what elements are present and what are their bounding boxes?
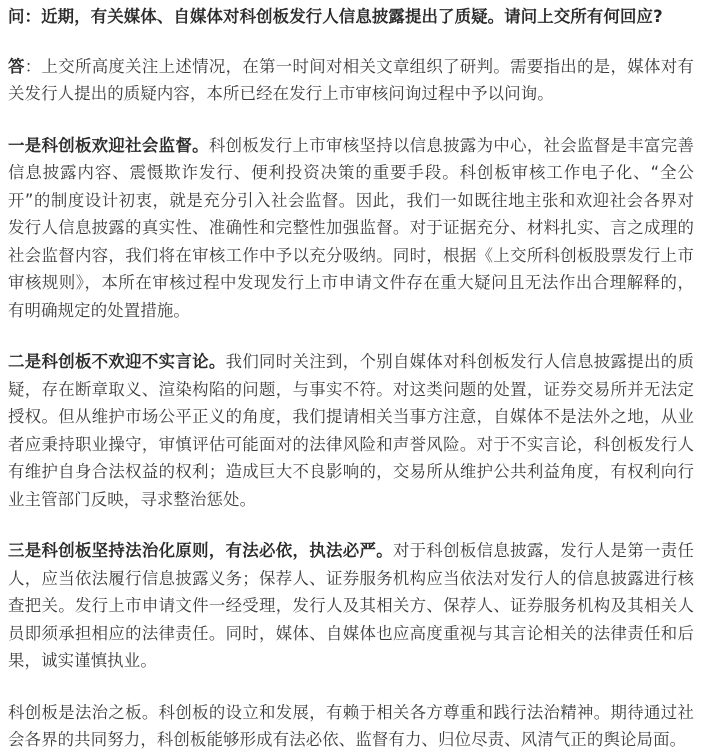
section-text: 对于科创板信息披露，发行人是第一责任人，应当依法履行信息披露义务；保荐人、证券服务机构应当依法对发行人的信息披露进行核查把关。发行上市申请文件一经受理，发行人及其相关方、保荐人、证券服务机构及其相关人员即须承担相应的法律责任。同时，媒体、自媒体也应高度重视与其言论相关的法律责任和后果，诚实谨慎执业。 — [8, 541, 694, 670]
answer-label: 答 — [8, 56, 25, 76]
section-text: 我们同时关注到，个别自媒体对科创板发行人信息披露提出的质疑，存在断章取义、渲染构陷的问题，与事实不符。对这类问题的处置，证券交易所并无法定授权。但从维护市场公平正义的角度，我们提请相关当事方注意，自媒体不是法外之地，从业者应秉持职业操守，审慎评估可能面对的法律风险和声誉风险。对于不实言论，科创板发行人有维护自身合法权益的权利；造成巨大不良影响的，交易所从维护公共利益角度，有权利向行业主管部门反映，寻求整治惩处。 — [8, 352, 694, 509]
section-paragraph — [8, 537, 694, 675]
closing-paragraph: 科创板是法治之板。科创板的设立和发展，有赖于相关各方尊重和践行法治精神。期待通过社会各界的共同努力，科创板能够形成有法必依、监督有力、归位尽责、风清气正的舆论局面。 — [8, 702, 694, 749]
section-heading: 一是科创板欢迎社会监督。 — [8, 135, 209, 155]
section-heading: 三是科创板坚持法治化原则，有法必依，执法必严。 — [8, 541, 393, 560]
section-paragraph — [8, 348, 694, 513]
question-paragraph: 问：近期，有关媒体、自媒体对科创板发行人信息披露提出了质疑。请问上交所有何回应? — [8, 7, 663, 26]
section-heading: 二是科创板不欢迎不实言论。 — [8, 352, 226, 371]
section-text: 科创板发行上市审核坚持以信息披露为中心，社会监督是丰富完善信息披露内容、震慑欺诈发行、便利投资决策的重要手段。科创板审核工作电子化、“全公开”的制度设计初衷，就是充分引入社会监督。因此，我们一如既往地主张和欢迎社会各界对发行人信息披露的真实性、准确性和完整性加强监督。对于证据充分、材料扎实、言之成理的社会监督内容，我们将在审核工作中予以充分吸纳。同时，根据《上交所科创板股票发行上市审核规则》，本所在审核过程中发现发行上市申请文件存在重大疑问且无法作出合理解释的，有明确规定的处置措施。 — [8, 135, 694, 320]
section-paragraph — [8, 132, 694, 325]
answer-text: ：上交所高度关注上述情况，在第一时间对相关文章组织了研判。需要指出的是，媒体对有关发行人提出的质疑内容，本所已经在发行上市审核问询过程中予以问询。 — [8, 56, 695, 103]
answer-paragraph — [8, 53, 694, 108]
